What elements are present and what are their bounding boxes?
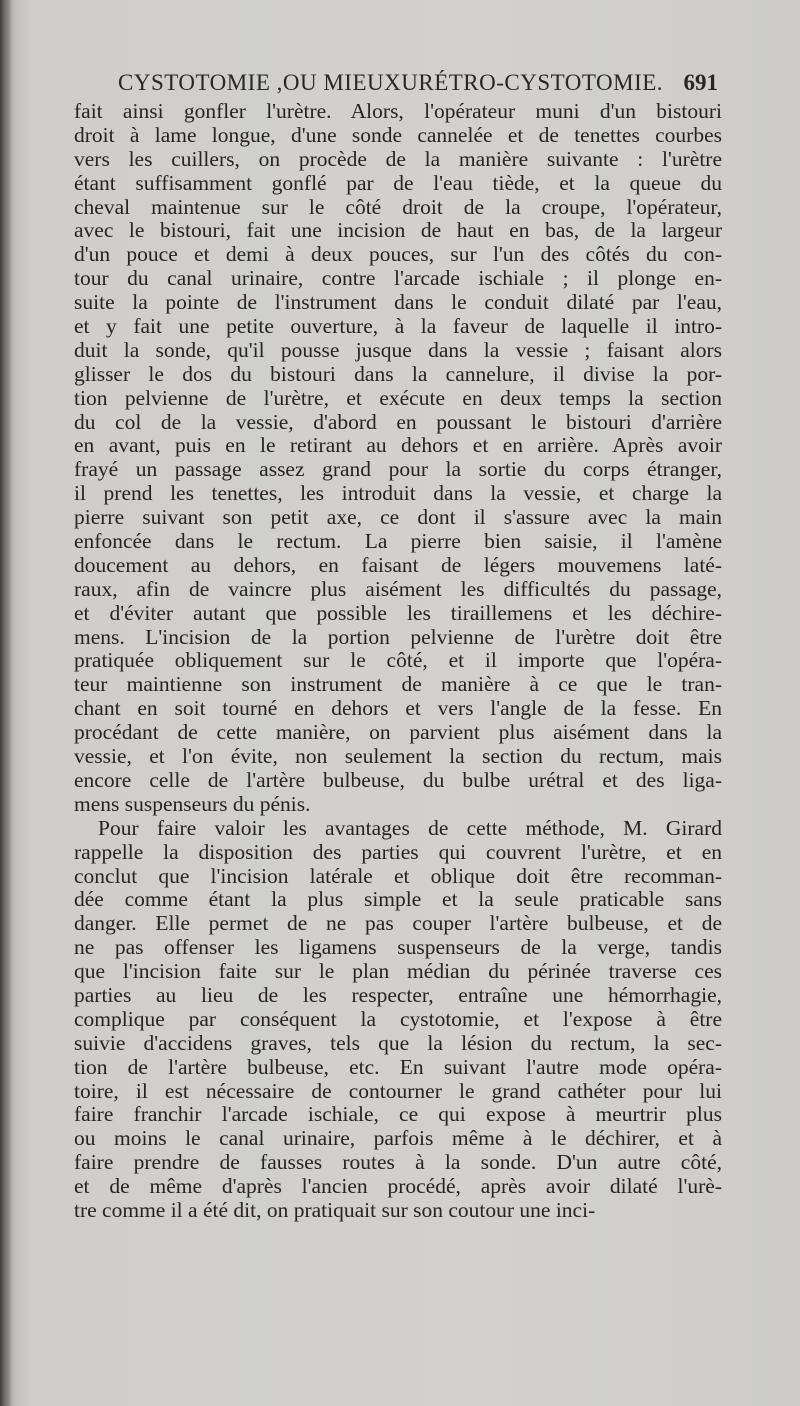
text-line: ne pas offenser les ligamens suspenseurs de la verge, tandis — [74, 936, 722, 960]
page-header — [118, 70, 718, 102]
text-line: tion de l'artère bulbeuse, etc. En suivant l'autre mode opéra- — [74, 1055, 722, 1079]
text-line: que l'incision faite sur le plan médian du périnée traverse ces — [74, 960, 722, 984]
text-line: enfoncée dans le rectum. La pierre bien saisie, il l'amène — [74, 530, 722, 554]
text-line: et y fait une petite ouverture, à la faveur de laquelle il intro- — [74, 315, 722, 339]
text-line: Pour faire valoir les avantages de cette méthode, M. Girard — [98, 816, 722, 840]
text-line: doucement au dehors, en faisant de légers mouvemens laté- — [74, 553, 722, 577]
text-line: complique par conséquent la cystotomie, et l'expose à être — [74, 1007, 722, 1031]
text-line: fait ainsi gonfler l'urètre. Alors, l'opérateur muni d'un bistouri — [74, 100, 722, 123]
text-line: dée comme étant la plus simple et la seule praticable sans — [74, 888, 722, 912]
text-line: pierre suivant son petit axe, ce dont il s'assure avec la main — [74, 506, 722, 530]
paragraph — [74, 100, 722, 817]
text-line: encore celle de l'artère bulbeuse, du bulbe urétral et des liga- — [74, 768, 722, 792]
text-line: en avant, puis en le retirant au dehors et en arrière. Après avoir — [74, 434, 722, 458]
text-line: étant suffisamment gonflé par de l'eau tiède, et la queue du — [74, 171, 722, 195]
text-line: pratiquée obliquement sur le côté, et il importe que l'opéra- — [74, 649, 722, 673]
text-line: tour du canal urinaire, contre l'arcade ischiale ; il plonge en- — [74, 267, 722, 291]
text-line: faire prendre de fausses routes à la sonde. D'un autre côté, — [74, 1151, 722, 1175]
text-line: duit la sonde, qu'il pousse jusque dans la vessie ; faisant alors — [74, 338, 722, 362]
text-line: mens suspenseurs du pénis. — [74, 792, 311, 816]
text-line: conclut que l'incision latérale et oblique doit être recomman- — [74, 864, 722, 888]
text-line: chant en soit tourné en dehors et vers l'angle de la fesse. En — [74, 697, 722, 721]
text-line: cheval maintenue sur le côté droit de la croupe, l'opérateur, — [74, 195, 722, 219]
body-text — [74, 100, 722, 1223]
text-line: ou moins le canal urinaire, parfois même à le déchirer, et à — [74, 1127, 722, 1151]
text-line: vessie, et l'on évite, non seulement la section du rectum, mais — [74, 745, 722, 769]
text-line: il prend les tenettes, les introduit dans la vessie, et charge la — [74, 482, 722, 506]
text-line: du col de la vessie, d'abord en poussant le bistouri d'arrière — [74, 410, 722, 434]
text-line: et d'éviter autant que possible les tiraillemens et les déchire- — [74, 601, 722, 625]
text-line: raux, afin de vaincre plus aisément les difficultés du passage, — [74, 577, 722, 601]
text-line: mens. L'incision de la portion pelvienne de l'urètre doit être — [74, 625, 722, 649]
text-line: avec le bistouri, fait une incision de haut en bas, de la largeur — [74, 219, 722, 243]
text-line: toire, il est nécessaire de contourner le grand cathéter pour lui — [74, 1079, 722, 1103]
text-line: d'un pouce et demi à deux pouces, sur l'un des côtés du con- — [74, 243, 722, 267]
text-line: suite la pointe de l'instrument dans le conduit dilaté par l'eau, — [74, 291, 722, 315]
text-line: faire franchir l'arcade ischiale, ce qui expose à meurtrir plus — [74, 1103, 722, 1127]
text-line: et de même d'après l'ancien procédé, après avoir dilaté l'urè- — [74, 1175, 722, 1199]
text-line: frayé un passage assez grand pour la sortie du corps étranger, — [74, 458, 722, 482]
text-line: glisser le dos du bistouri dans la cannelure, il divise la por- — [74, 362, 722, 386]
text-line: tre comme il a été dit, on pratiquait sur son coutour une inci- — [74, 1198, 596, 1222]
text-line: droit à lame longue, d'une sonde cannelée et de tenettes courbes — [74, 123, 722, 147]
text-line: vers les cuillers, on procède de la manière suivante : l'urètre — [74, 147, 722, 171]
text-line: parties au lieu de les respecter, entraîne une hémorrhagie, — [74, 983, 722, 1007]
page-number: 691 — [683, 70, 718, 95]
text-line: danger. Elle permet de ne pas couper l'artère bulbeuse, et de — [74, 912, 722, 936]
text-line: teur maintienne son instrument de manière à ce que le tran- — [74, 673, 722, 697]
paragraph — [74, 817, 722, 1223]
text-line: tion pelvienne de l'urètre, et exécute en deux temps la section — [74, 386, 722, 410]
text-line: procédant de cette manière, on parvient plus aisément dans la — [74, 721, 722, 745]
running-title: CYSTOTOMIE ,OU MIEUXURÉTRO-CYSTOTOMIE. — [118, 70, 664, 95]
text-line: rappelle la disposition des parties qui couvrent l'urètre, et en — [74, 840, 722, 864]
text-line: suivie d'accidens graves, tels que la lésion du rectum, la sec- — [74, 1031, 722, 1055]
